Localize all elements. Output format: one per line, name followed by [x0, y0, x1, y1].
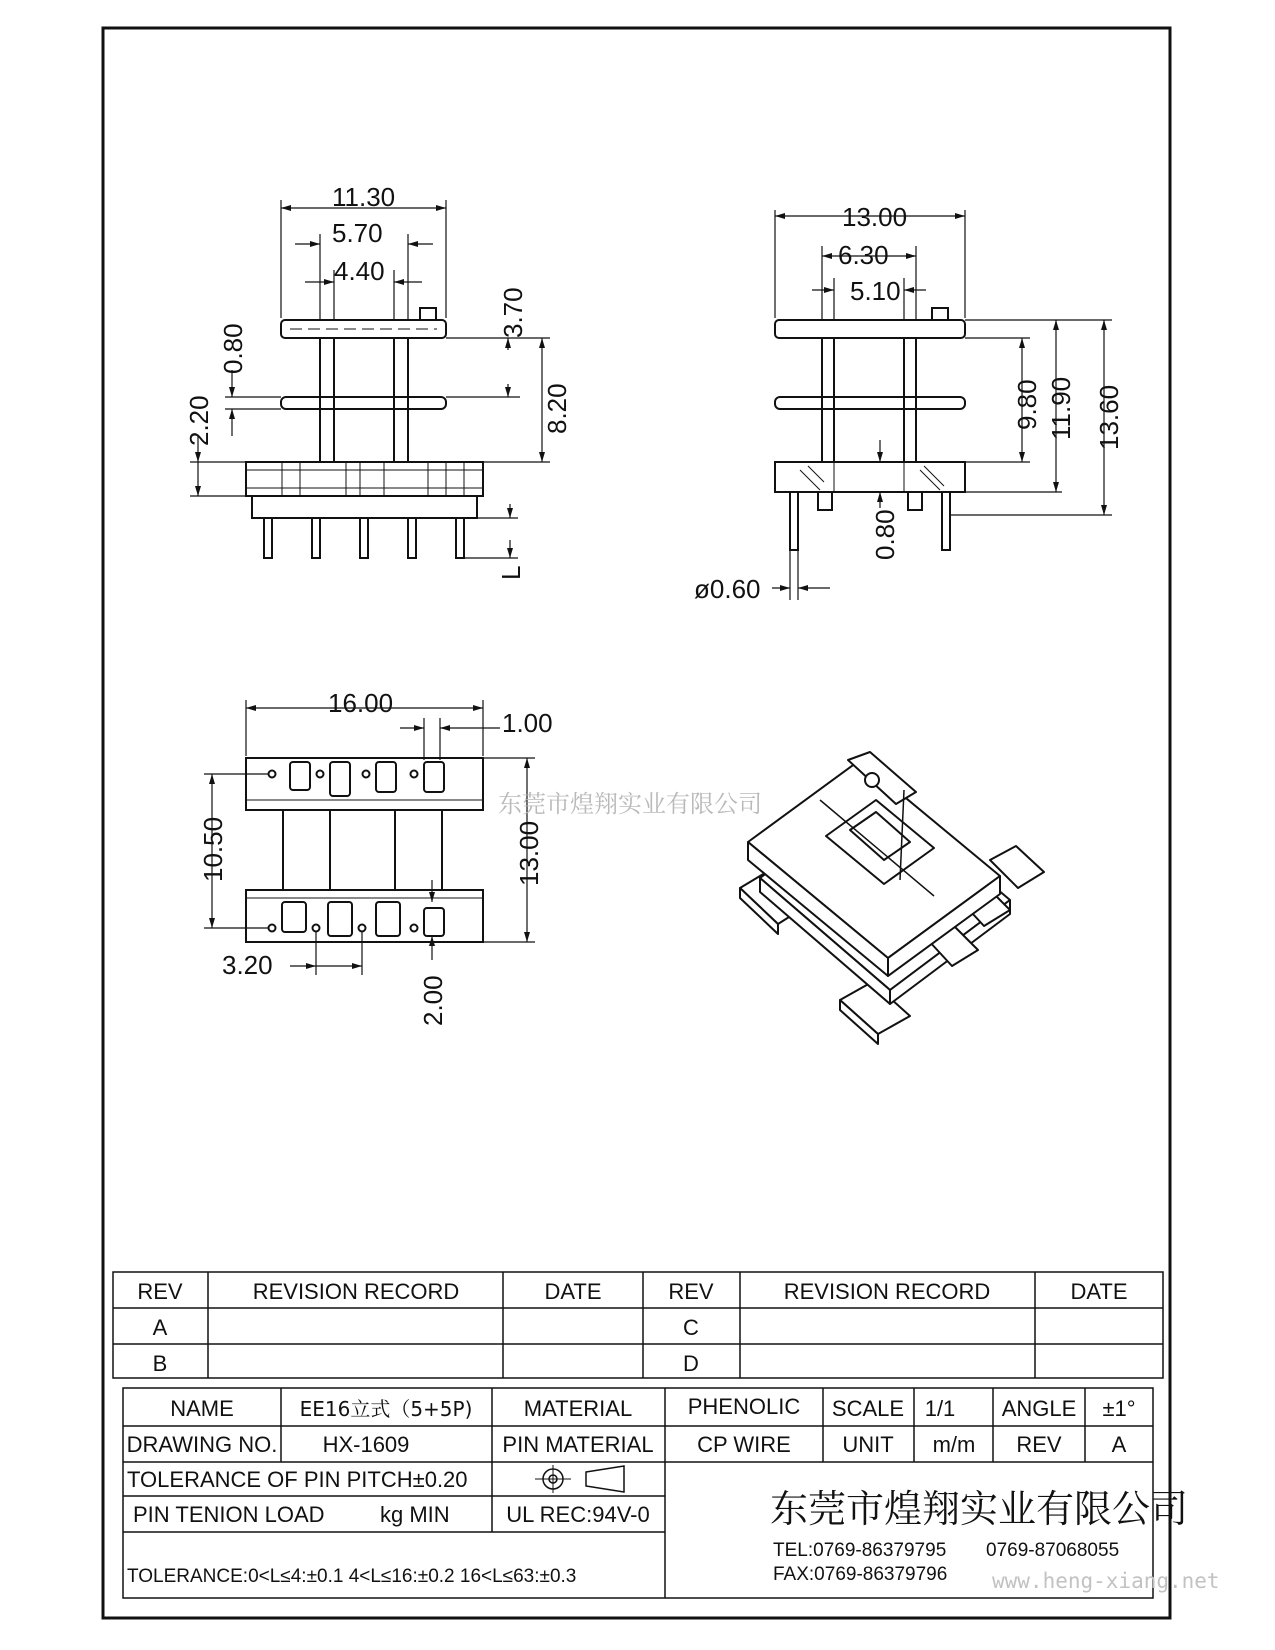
dim-side-w-inner: 5.10 — [850, 276, 901, 306]
material-label: MATERIAL — [523, 1396, 633, 1421]
rev-row-a: A — [152, 1315, 168, 1340]
title-block-text — [127, 1394, 1188, 1587]
rev-row-b: B — [152, 1351, 168, 1376]
unit-label: UNIT — [842, 1432, 894, 1457]
rev-header-2: REVISION RECORD — [252, 1279, 460, 1304]
rev-header-1: REV — [137, 1279, 183, 1304]
dim-side-h-3: 13.60 — [1094, 384, 1124, 450]
dim-front-w-inner: 4.40 — [334, 256, 385, 286]
dim-bottom-depth: 13.00 — [514, 820, 544, 886]
rev-label: REV — [1016, 1432, 1062, 1457]
tel-2: 0769-87068055 — [986, 1540, 1120, 1561]
material-value: PHENOLIC — [687, 1394, 801, 1419]
tolerance-line: TOLERANCE:0<L≤4:±0.1 4<L≤16:±0.2 16<L≤63:±0.3 — [127, 1566, 577, 1587]
pin-load-unit: kg MIN — [380, 1502, 450, 1527]
tel-1: TEL:0769-86379795 — [773, 1540, 947, 1561]
front-view-labels — [184, 182, 572, 580]
dim-bottom-w-total: 16.00 — [328, 688, 394, 718]
bottom-view-labels — [198, 688, 553, 1026]
angle-value: ±1° — [1102, 1396, 1136, 1421]
name-value: EE16立式（5+5P) — [299, 1397, 473, 1421]
rev-row-d: D — [683, 1351, 699, 1376]
dim-side-h-2: 11.90 — [1046, 376, 1076, 440]
dim-side-w-total: 13.00 — [842, 202, 908, 232]
watermark-company: 东莞市煌翔实业有限公司 — [498, 791, 762, 818]
dim-front-w-total: 11.30 — [332, 182, 396, 212]
ul-rec: UL REC:94V-0 — [506, 1502, 650, 1527]
dim-front-w-mid: 5.70 — [332, 218, 383, 248]
fax: FAX:0769-86379796 — [773, 1564, 948, 1585]
rev-header-4: REV — [668, 1279, 714, 1304]
tolerance-pitch: TOLERANCE OF PIN PITCH±0.20 — [127, 1467, 468, 1492]
sheet-border — [103, 28, 1170, 1618]
rev-header-3: DATE — [544, 1279, 602, 1304]
dim-front-pin-len: L — [496, 565, 526, 580]
rev-header-5: REVISION RECORD — [783, 1279, 991, 1304]
rev-value: A — [1111, 1432, 1127, 1457]
dim-front-h-flange: 0.80 — [218, 323, 248, 374]
scale-value: 1/1 — [924, 1396, 956, 1421]
front-view — [246, 308, 483, 558]
scale-label: SCALE — [831, 1396, 905, 1421]
side-view-labels — [694, 202, 1124, 604]
dim-side-w-mid: 6.30 — [838, 240, 889, 270]
pin-load-label: PIN TENION LOAD — [133, 1502, 325, 1527]
bottom-view — [246, 758, 483, 942]
unit-value: m/m — [932, 1432, 976, 1457]
angle-label: ANGLE — [1001, 1396, 1077, 1421]
drawing-no-label: DRAWING NO. — [126, 1432, 278, 1457]
isometric-view — [740, 752, 1044, 1044]
dim-bottom-slot-w: 1.00 — [502, 708, 553, 738]
dim-front-h-top: 3.70 — [498, 287, 528, 338]
watermark-url: www.heng-xiang.net — [992, 1569, 1220, 1593]
dim-bottom-span: 10.50 — [198, 816, 228, 882]
dim-side-pin-dia: ø0.60 — [694, 574, 761, 604]
name-label: NAME — [170, 1396, 234, 1421]
company-name: 东莞市煌翔实业有限公司 — [770, 1487, 1189, 1531]
rev-row-c: C — [683, 1315, 699, 1340]
front-view-dimensions — [190, 200, 550, 558]
dim-bottom-pitch: 3.20 — [222, 950, 273, 980]
revision-table-text — [137, 1279, 1127, 1376]
dim-front-h-mid: 8.20 — [542, 383, 572, 434]
pin-material-label: PIN MATERIAL — [502, 1432, 654, 1457]
bottom-view-dimensions — [204, 700, 535, 975]
drawing-no-value: HX-1609 — [322, 1432, 410, 1457]
pin-material-value: CP WIRE — [697, 1432, 791, 1457]
rev-header-6: DATE — [1070, 1279, 1128, 1304]
dim-side-h-1: 9.80 — [1012, 379, 1042, 430]
dim-side-pin-off: 0.80 — [870, 509, 900, 560]
dim-front-h-base: 2.20 — [184, 395, 214, 446]
dim-bottom-pin-off: 2.00 — [418, 975, 448, 1026]
